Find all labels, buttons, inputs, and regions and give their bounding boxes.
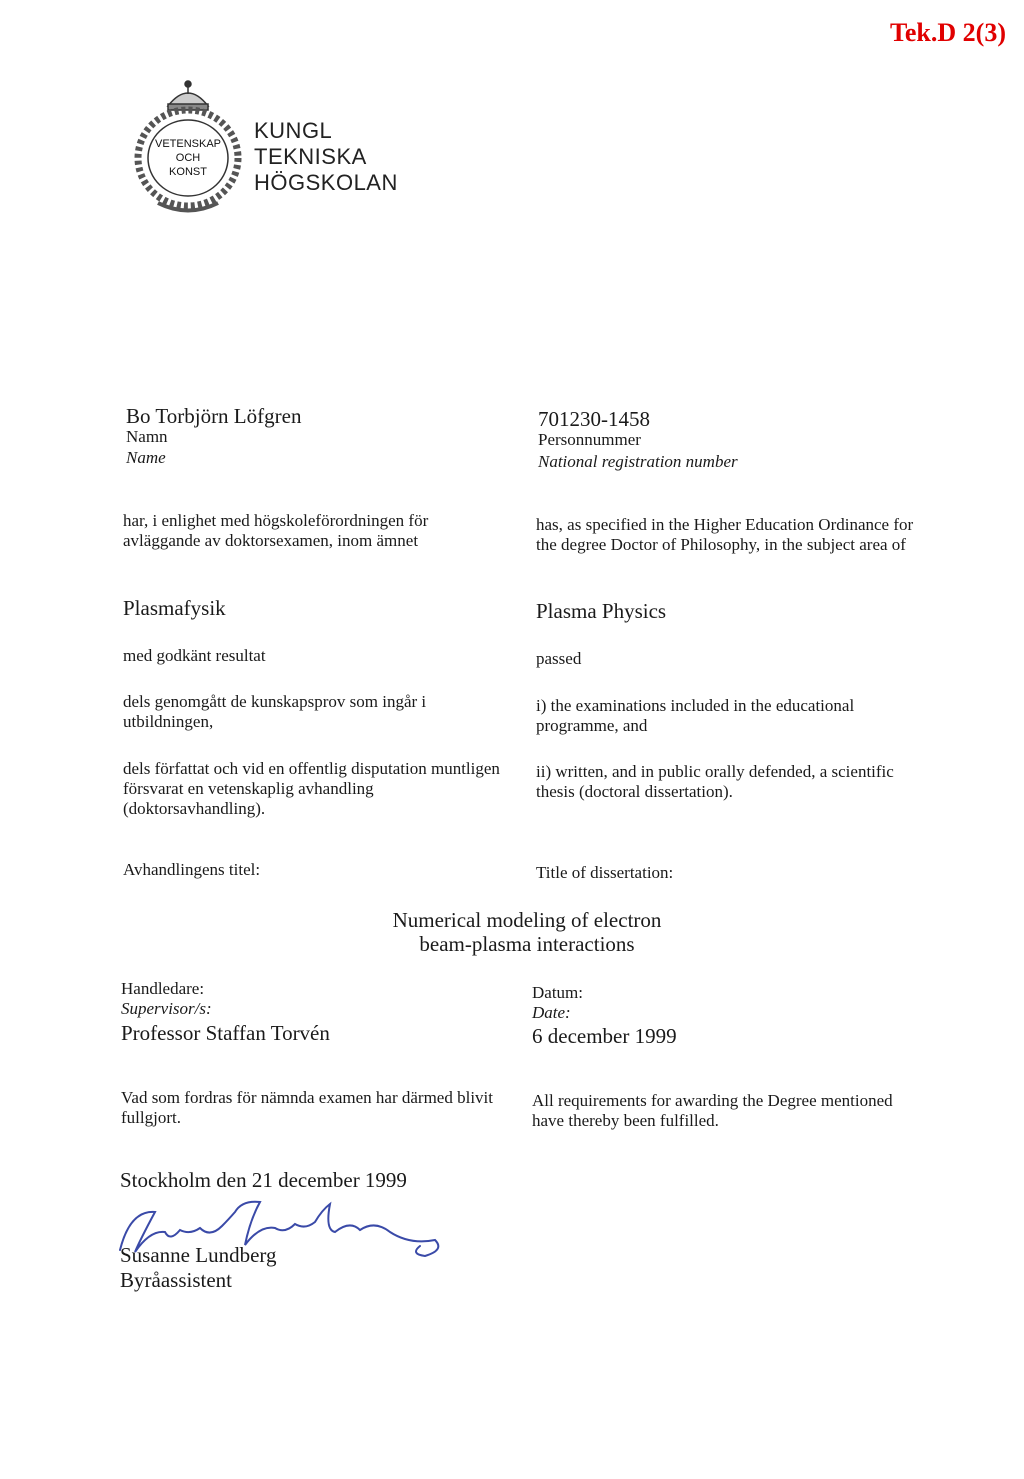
requirements-en xyxy=(532,1091,893,1131)
seal-line-1: VETENSKAP xyxy=(154,138,222,150)
intro-en-line: the degree Doctor of Philosophy, in the subject area of xyxy=(536,535,906,554)
exams-en-line: i) the examinations included in the educational xyxy=(536,696,855,715)
dissertation-title-line: beam-plasma interactions xyxy=(419,932,635,956)
supervisor-label-en: Supervisor/s: xyxy=(121,999,212,1018)
supervisor-name: Professor Staffan Torvén xyxy=(121,1021,330,1045)
requirements-en-line: have thereby been fulfilled. xyxy=(532,1111,719,1130)
intro-en xyxy=(536,515,913,555)
subject-sv: Plasmafysik xyxy=(123,596,226,620)
intro-sv xyxy=(123,511,428,551)
wordmark-line-3: HÖGSKOLAN xyxy=(254,170,398,195)
wordmark-line-2: TEKNISKA xyxy=(254,144,367,169)
thesis-sv-line: dels författat och vid en offentlig disputation muntligen xyxy=(123,759,500,778)
crown-icon xyxy=(168,81,208,110)
result-sv: med godkänt resultat xyxy=(123,646,266,665)
requirements-sv xyxy=(121,1088,493,1128)
date-label-en: Date: xyxy=(532,1003,571,1022)
date-label-sv: Datum: xyxy=(532,983,583,1002)
intro-sv-line: har, i enlighet med högskoleförordningen för xyxy=(123,511,429,530)
intro-en-line: has, as specified in the Higher Education Ordinance for xyxy=(536,515,914,534)
registration-number: 701230-1458 xyxy=(538,407,650,431)
seal-line-2: OCH xyxy=(175,152,201,164)
thesis-sv-line: (doktorsavhandling). xyxy=(123,799,266,818)
exams-sv xyxy=(123,692,426,732)
holder-name: Bo Torbjörn Löfgren xyxy=(126,404,302,428)
dissertation-title xyxy=(0,908,1024,956)
intro-sv-line: avläggande av doktorsexamen, inom ämnet xyxy=(123,531,419,550)
requirements-sv-line: fullgjort. xyxy=(121,1108,181,1127)
exams-en-line: programme, and xyxy=(536,716,648,735)
thesis-sv-line: försvarat en vetenskaplig avhandling xyxy=(123,779,374,798)
dissertation-title-line: Numerical modeling of electron xyxy=(392,908,662,932)
exams-sv-line: dels genomgått de kunskapsprov som ingår i xyxy=(123,692,427,711)
date-value: 6 december 1999 xyxy=(532,1024,677,1048)
title-label-en: Title of dissertation: xyxy=(536,863,674,882)
wordmark-line-1: KUNGL xyxy=(254,118,333,143)
thesis-en-line: ii) written, and in public orally defended, a scientific xyxy=(536,762,894,781)
thesis-en xyxy=(536,762,894,802)
kth-wordmark xyxy=(254,118,398,196)
kth-seal-logo xyxy=(128,78,248,213)
place-date: Stockholm den 21 december 1999 xyxy=(120,1168,407,1192)
name-label-en: Name xyxy=(126,448,166,467)
signatory-title: Byråassistent xyxy=(120,1268,232,1292)
signatory-name: Susanne Lundberg xyxy=(120,1243,277,1267)
registration-label-en: National registration number xyxy=(538,452,738,471)
requirements-en-line: All requirements for awarding the Degree mentioned xyxy=(532,1091,893,1110)
registration-label-sv: Personnummer xyxy=(538,430,641,449)
name-label-sv: Namn xyxy=(126,427,168,446)
exams-sv-line: utbildningen, xyxy=(123,712,214,731)
thesis-sv xyxy=(123,759,500,819)
exams-en xyxy=(536,696,854,736)
requirements-sv-line: Vad som fordras för nämnda examen har därmed blivit xyxy=(121,1088,493,1107)
result-en: passed xyxy=(536,649,582,668)
subject-en: Plasma Physics xyxy=(536,599,667,623)
supervisor-label-sv: Handledare: xyxy=(121,979,205,998)
title-label-sv: Avhandlingens titel: xyxy=(123,860,261,879)
thesis-en-line: thesis (doctoral dissertation). xyxy=(536,782,733,801)
seal-line-3: KONST xyxy=(169,166,207,178)
page-id: Tek.D 2(3) xyxy=(889,18,1006,47)
